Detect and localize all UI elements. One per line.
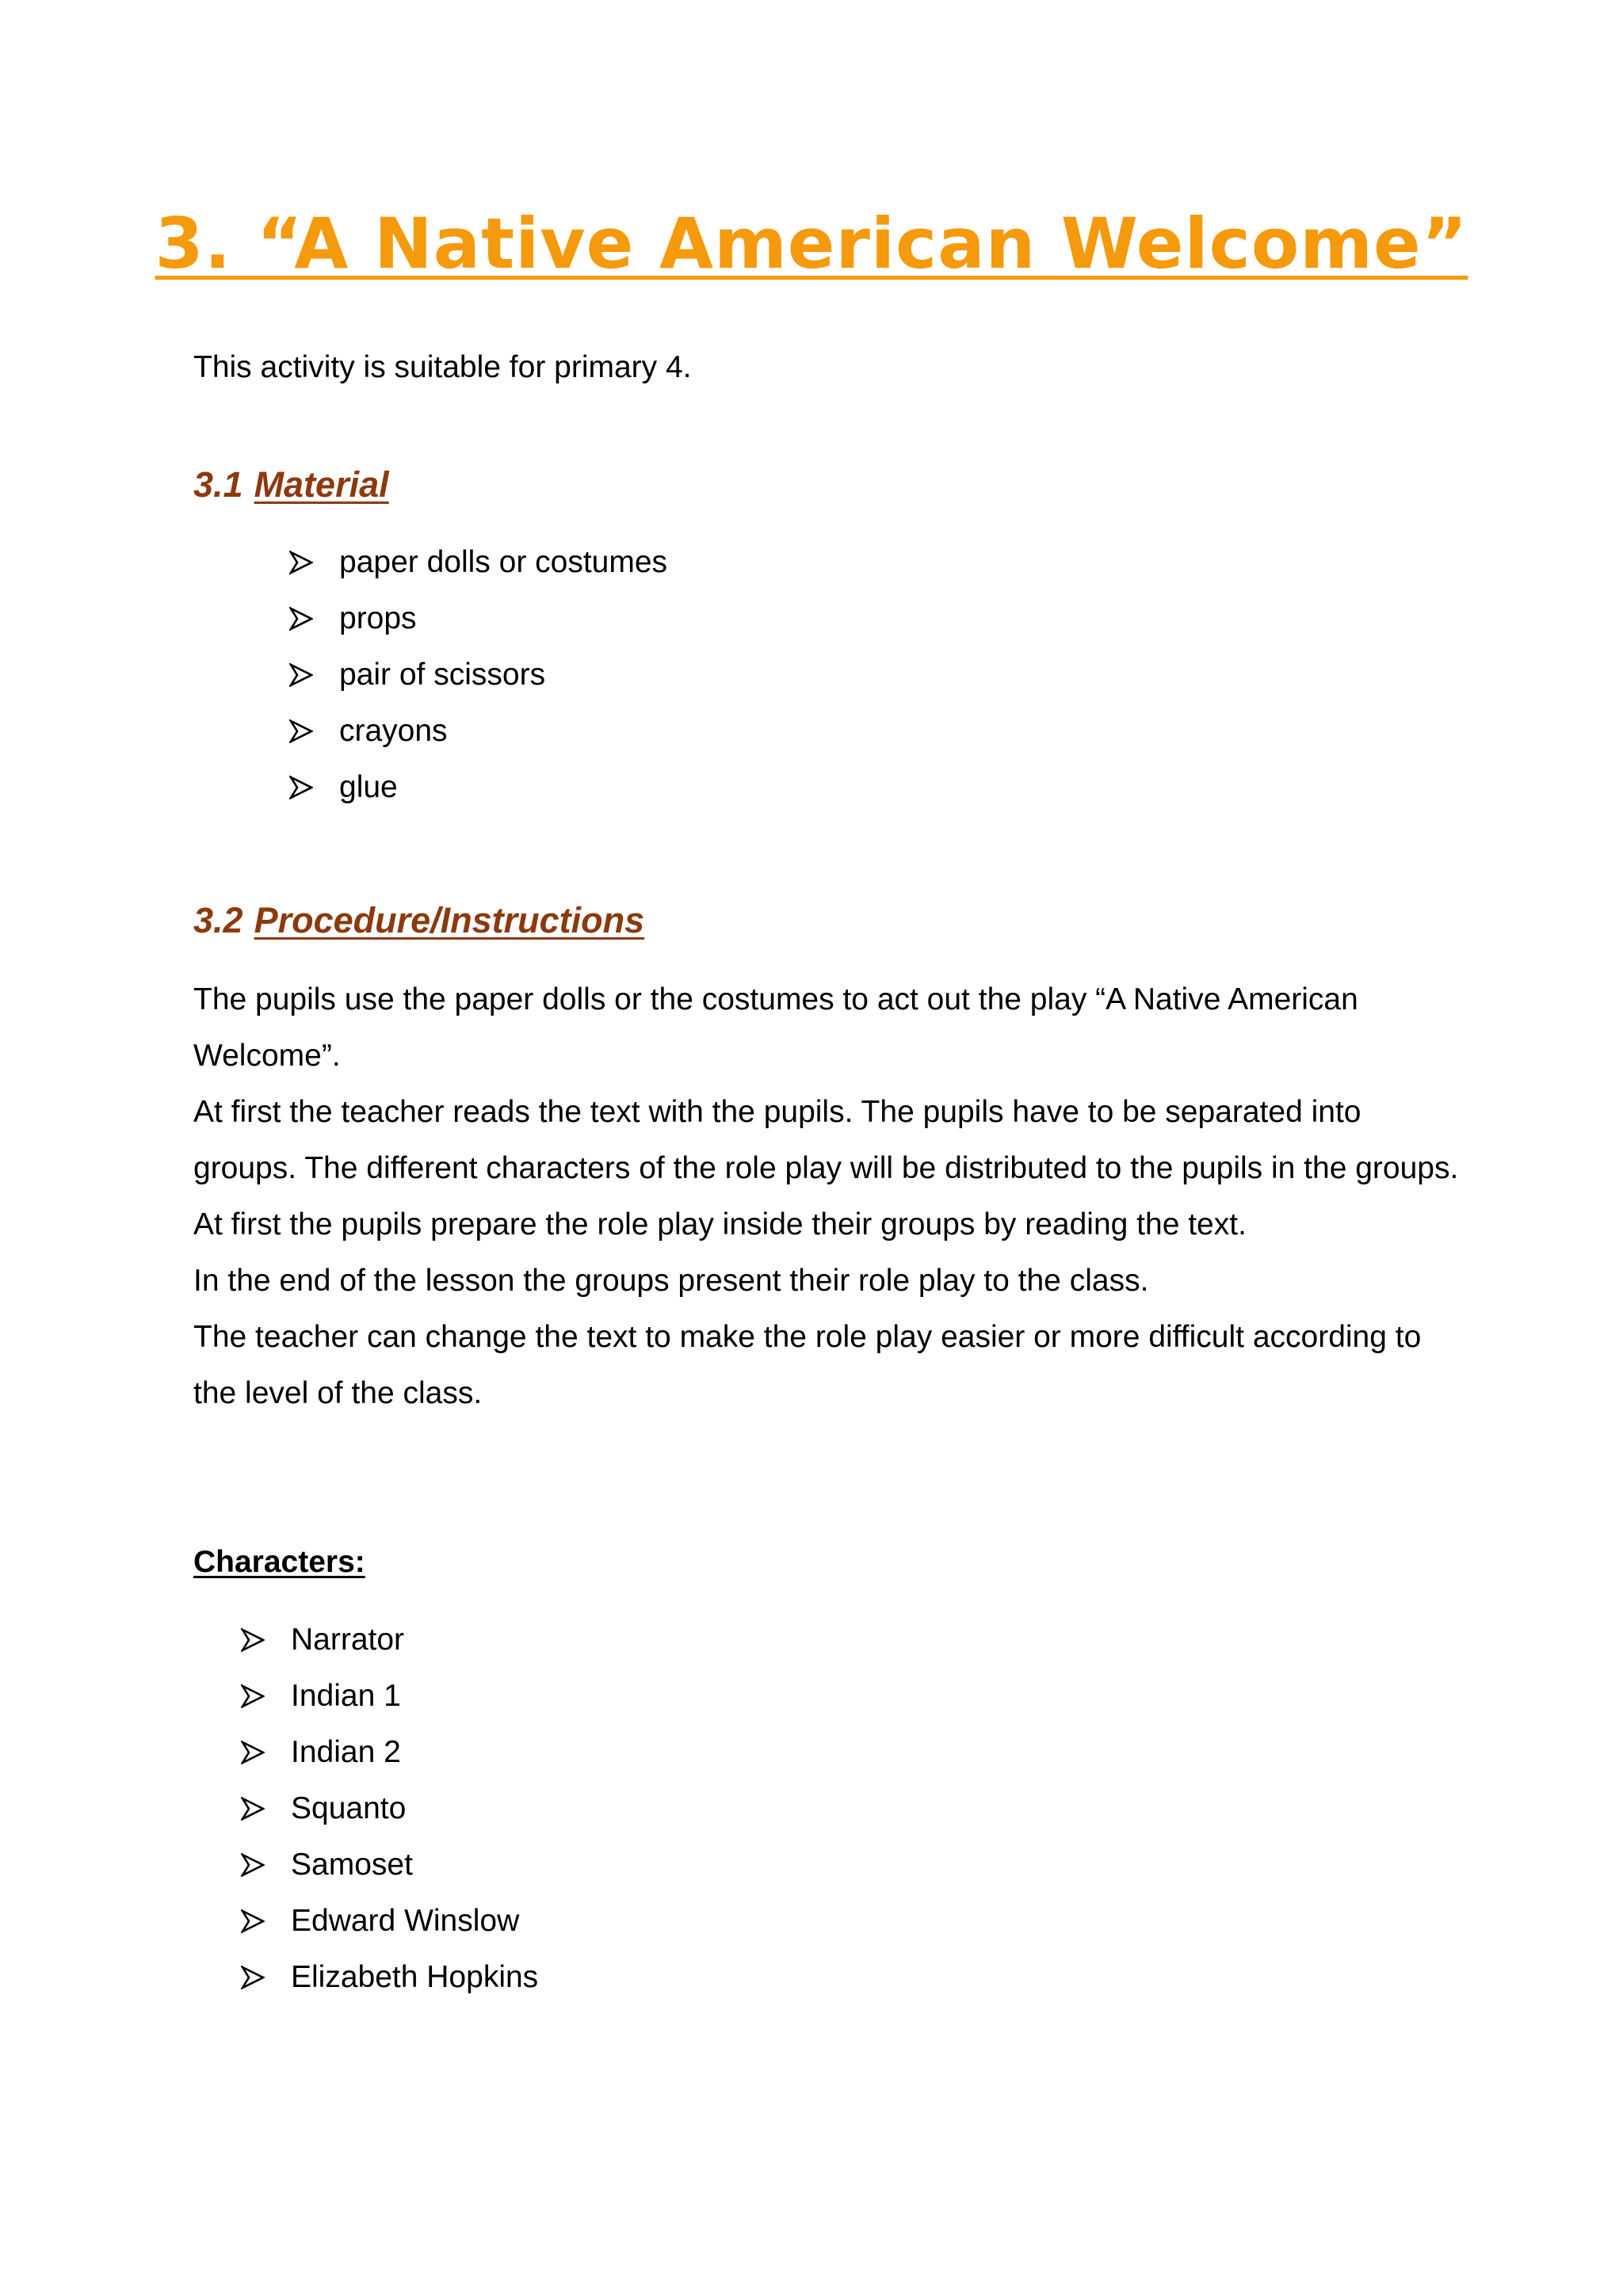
- character-item-text: Squanto: [291, 1791, 407, 1825]
- arrowhead-bullet-icon: [241, 1780, 273, 1836]
- arrowhead-bullet-icon: [241, 1893, 273, 1949]
- material-item-text: pair of scissors: [339, 658, 546, 692]
- arrowhead-bullet-icon: [241, 1668, 273, 1724]
- material-item-text: glue: [339, 770, 398, 804]
- arrowhead-bullet-icon: [241, 1949, 273, 2005]
- section-label: Material: [254, 464, 389, 505]
- arrowhead-bullet-icon: [289, 590, 321, 646]
- procedure-text: [193, 971, 1461, 1421]
- material-item-text: props: [339, 601, 417, 635]
- character-item-text: Samoset: [291, 1848, 413, 1882]
- procedure-paragraph: In the end of the lesson the groups present their role play to the class.: [193, 1264, 1149, 1298]
- arrowhead-bullet-icon: [289, 703, 321, 759]
- procedure-paragraph: At first the teacher reads the text with the pupils. The pupils have to be separated into groups. The different characters of the role play will be distributed to the pupils in the groups. At first the pupils prepare the role play inside their groups by reading the text.: [193, 1095, 1459, 1241]
- procedure-paragraph: The teacher can change the text to make the role play easier or more difficult according to the level of the class.: [193, 1320, 1422, 1410]
- arrowhead-bullet-icon: [241, 1724, 273, 1780]
- section-number: 3.2: [193, 900, 243, 940]
- procedure-paragraph: The pupils use the paper dolls or the costumes to act out the play “A Native American Welcome”.: [193, 982, 1358, 1073]
- material-item-text: crayons: [339, 714, 448, 748]
- section-heading-procedure: [193, 897, 644, 944]
- document-title-text: 3. “A Native American Welcome”: [155, 203, 1468, 284]
- arrowhead-bullet-icon: [241, 1611, 273, 1668]
- character-item-text: Indian 2: [291, 1735, 401, 1769]
- character-item-text: Indian 1: [291, 1679, 401, 1713]
- characters-heading: Characters:: [193, 1545, 365, 1579]
- section-number: 3.1: [193, 464, 243, 505]
- arrowhead-bullet-icon: [241, 1836, 273, 1893]
- character-item-text: Narrator: [291, 1623, 405, 1657]
- intro-text: This activity is suitable for primary 4.: [193, 350, 692, 384]
- document-title: [0, 196, 1623, 292]
- arrowhead-bullet-icon: [289, 534, 321, 590]
- material-item-text: paper dolls or costumes: [339, 545, 668, 579]
- arrowhead-bullet-icon: [289, 759, 321, 815]
- character-item-text: Elizabeth Hopkins: [291, 1960, 539, 1994]
- arrowhead-bullet-icon: [289, 646, 321, 703]
- section-heading-material: [193, 461, 389, 509]
- section-label: Procedure/Instructions: [254, 900, 645, 940]
- character-item-text: Edward Winslow: [291, 1904, 520, 1938]
